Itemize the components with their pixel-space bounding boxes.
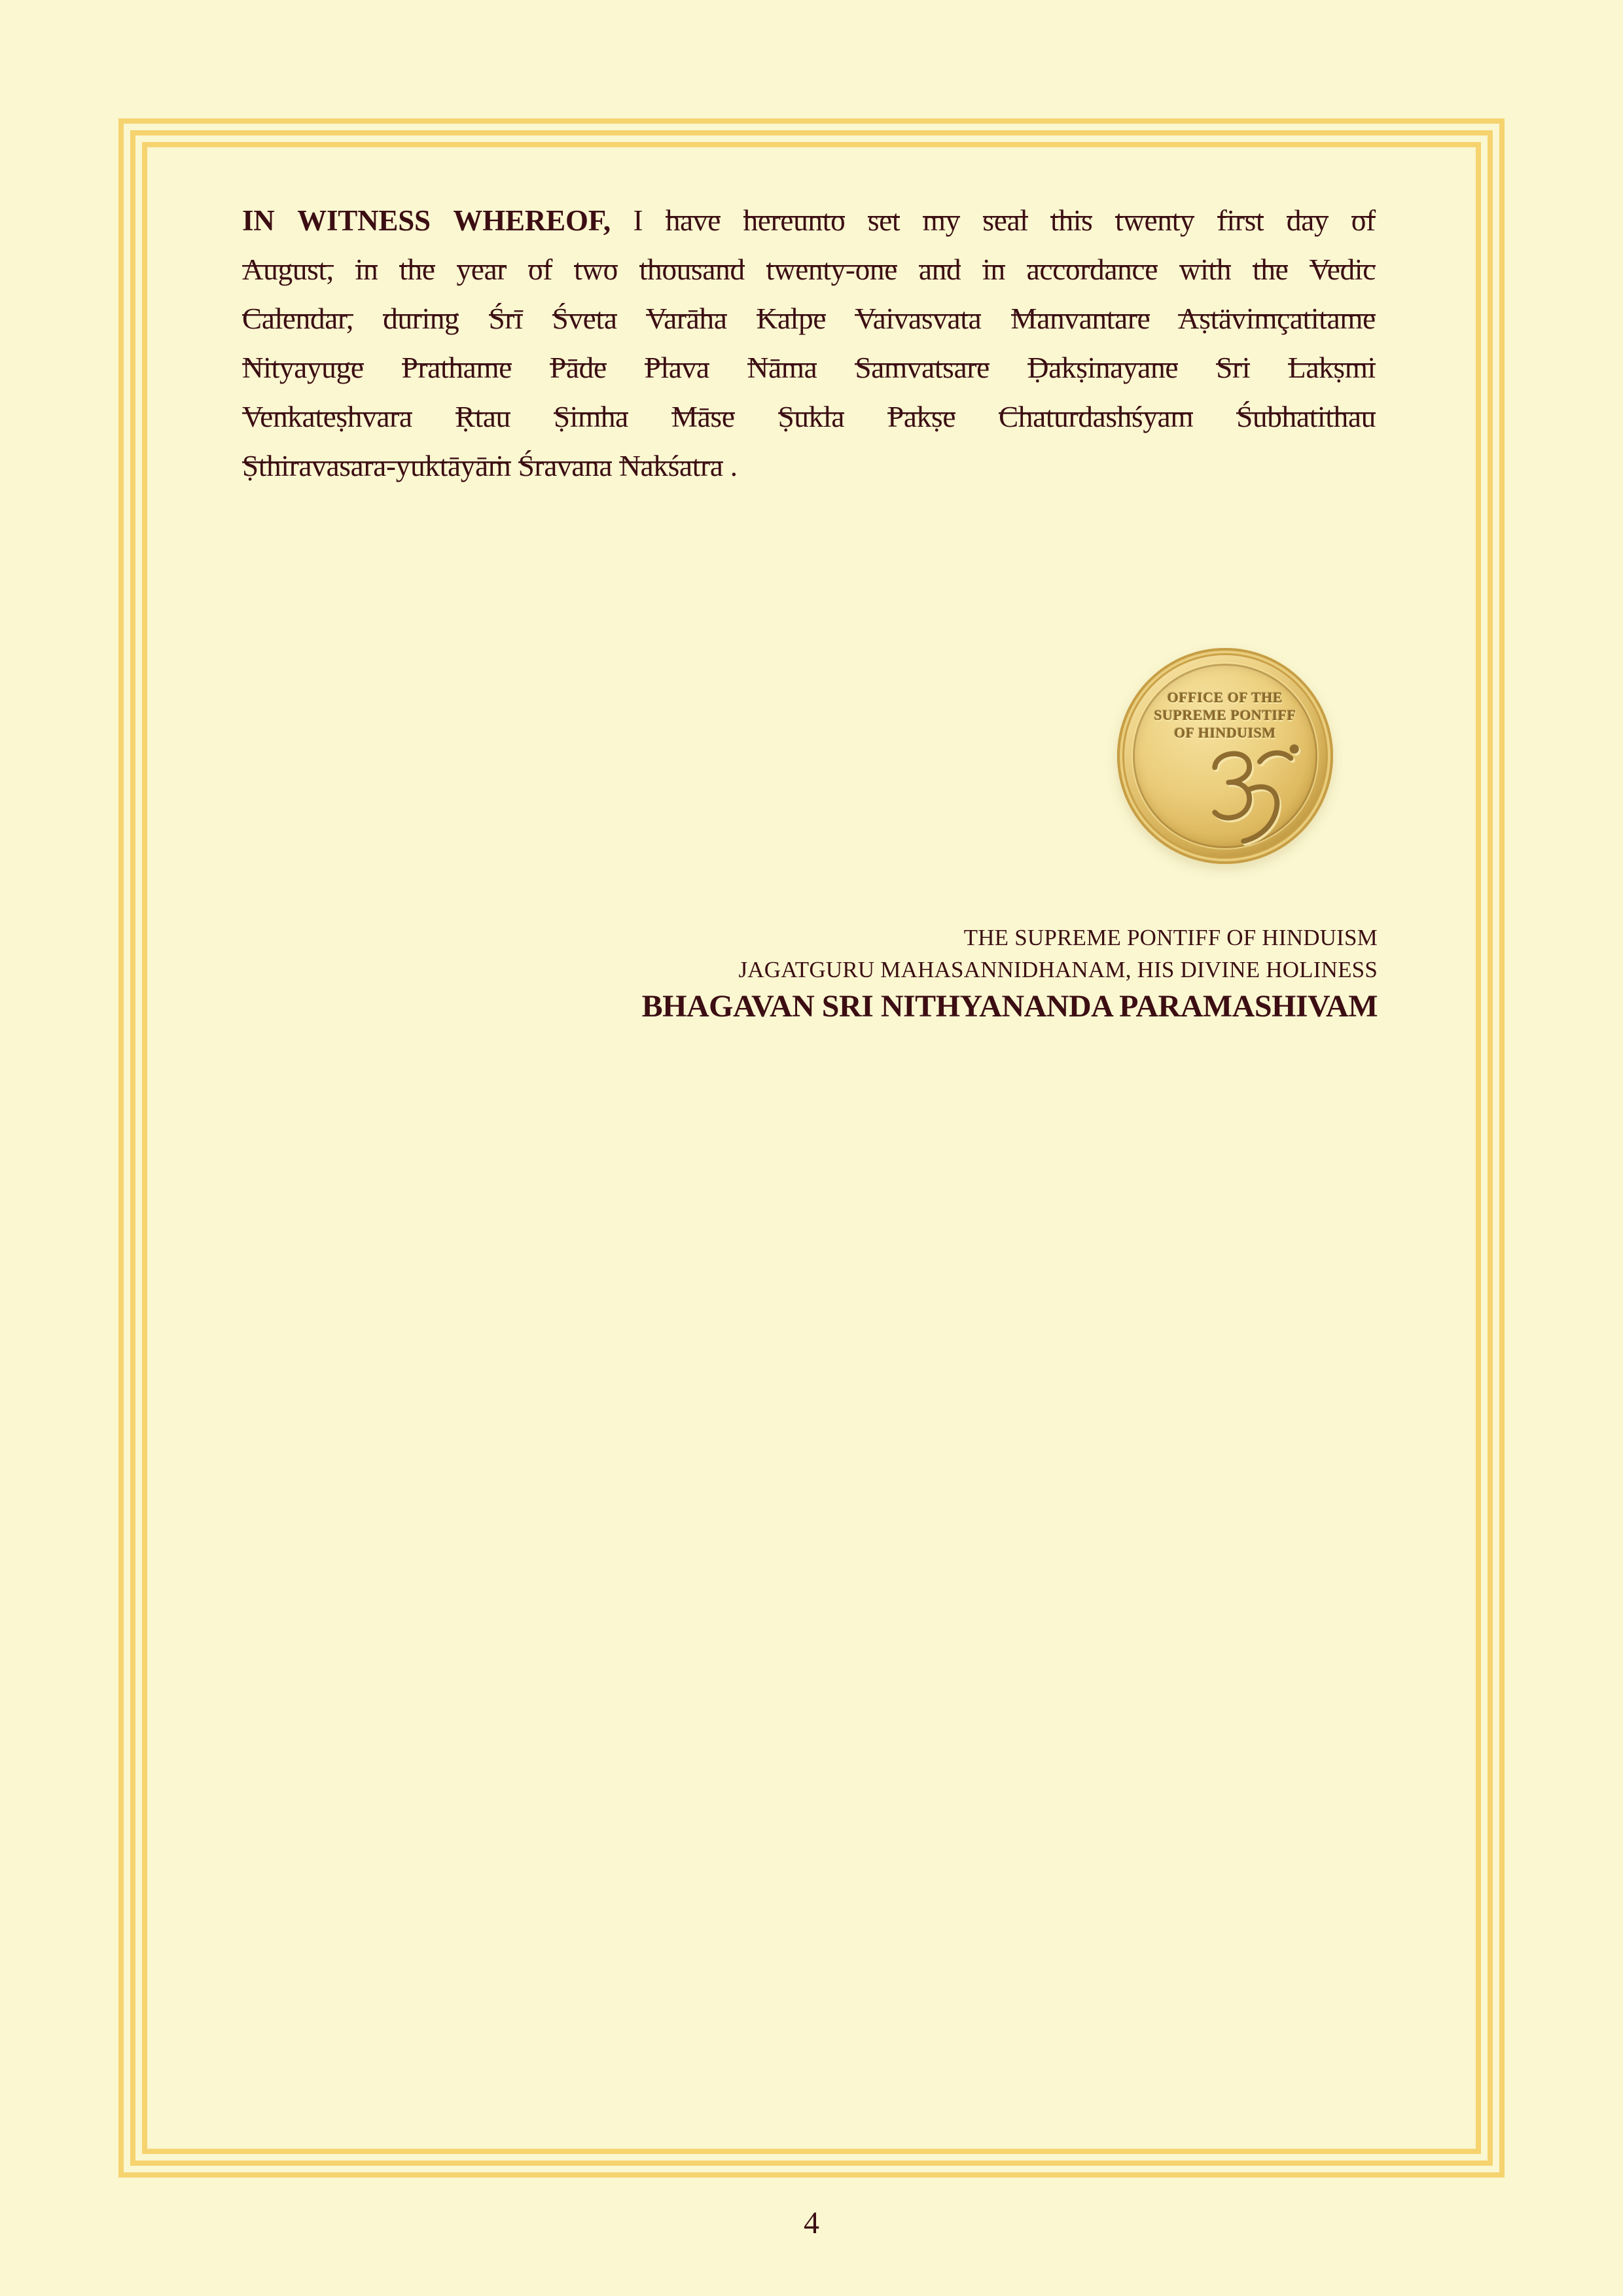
bhagavan-name-line: BHAGAVAN SRI NITHYANANDA PARAMASHIVAM xyxy=(641,989,1378,1024)
paragraph-line xyxy=(242,393,1376,442)
word: set xyxy=(867,204,901,237)
witness-paragraph xyxy=(242,196,1376,491)
word: and xyxy=(918,253,961,286)
paragraph-line xyxy=(242,295,1376,344)
word: Ṣthiravasara-yuktāyāṁ xyxy=(242,450,511,482)
word: Pakṣe xyxy=(887,401,956,433)
word: seal xyxy=(982,204,1028,237)
word: Calendar, xyxy=(242,302,354,335)
word: day xyxy=(1286,204,1329,237)
witness-lead-word: WHEREOF, xyxy=(453,204,611,237)
word: Prathame xyxy=(401,351,512,384)
word: Ṣimha xyxy=(553,401,628,433)
word: Ṛtau xyxy=(455,401,510,433)
word: Manvantare xyxy=(1010,302,1150,335)
paragraph-line xyxy=(242,245,1376,295)
word: of xyxy=(1351,204,1376,237)
word: Lakṣmi xyxy=(1288,351,1376,384)
word: Śrī xyxy=(488,302,523,335)
word: with xyxy=(1179,253,1232,286)
word: Aṣtävimçatitame xyxy=(1178,302,1376,335)
witness-lead-word: WITNESS xyxy=(297,204,431,237)
word: Nityayuge xyxy=(242,351,364,384)
word: Chaturdashśyam xyxy=(999,401,1194,433)
pontiff-title-line: THE SUPREME PONTIFF OF HINDUISM xyxy=(963,925,1378,950)
word: Kalpe xyxy=(756,302,827,335)
word: the xyxy=(1253,253,1289,286)
word: Śveta xyxy=(552,302,617,335)
attribution-block xyxy=(642,922,1378,1028)
word: thousand xyxy=(639,253,745,286)
word: the xyxy=(399,253,435,286)
paragraph-line xyxy=(242,196,1376,245)
word: Śubhatithau xyxy=(1236,401,1376,433)
word: hereunto xyxy=(743,204,846,237)
word: I xyxy=(633,204,643,237)
word: Vaivasvata xyxy=(855,302,982,335)
word: Ḍakṣinayane xyxy=(1027,351,1179,384)
word: August, xyxy=(242,253,334,286)
word: Samvatsare xyxy=(855,351,990,384)
seal-title-line: OF HINDUISM xyxy=(1174,725,1276,741)
word: have xyxy=(665,204,721,237)
holiness-title-line: JAGATGURU MAHASANNIDHANAM, HIS DIVINE HOLINESS xyxy=(738,957,1378,982)
word: year xyxy=(456,253,507,286)
word: Sri xyxy=(1216,351,1251,384)
word: Māse xyxy=(671,401,735,433)
word: Plava xyxy=(644,351,709,384)
word: accordance xyxy=(1026,253,1158,286)
word: in xyxy=(355,253,378,286)
om-icon xyxy=(1186,732,1304,847)
word: twenty-one xyxy=(766,253,898,286)
word: in xyxy=(982,253,1005,286)
word: two xyxy=(574,253,618,286)
word: this xyxy=(1050,204,1093,237)
seal-title-line: SUPREME PONTIFF xyxy=(1154,707,1296,723)
word: twenty xyxy=(1115,204,1195,237)
word: . xyxy=(730,450,738,482)
seal-title-line: OFFICE OF THE xyxy=(1167,689,1283,706)
paragraph-line xyxy=(242,344,1376,393)
word: first xyxy=(1217,204,1264,237)
word: of xyxy=(528,253,553,286)
word: Nāma xyxy=(747,351,817,384)
word: Ṣukla xyxy=(777,401,845,433)
word: Venkateṣhvara xyxy=(242,401,412,433)
word: Vedic xyxy=(1309,253,1376,286)
supreme-pontiff-seal xyxy=(1117,648,1333,864)
word: during xyxy=(383,302,459,335)
word: Nakśatra xyxy=(619,450,723,482)
page-number: 4 xyxy=(804,2206,819,2240)
paragraph-line xyxy=(242,442,1376,491)
word: Śravana xyxy=(518,450,613,482)
word: my xyxy=(922,204,960,237)
witness-lead-word: IN xyxy=(242,204,275,237)
word: Varāha xyxy=(645,302,727,335)
word: Pāde xyxy=(550,351,607,384)
